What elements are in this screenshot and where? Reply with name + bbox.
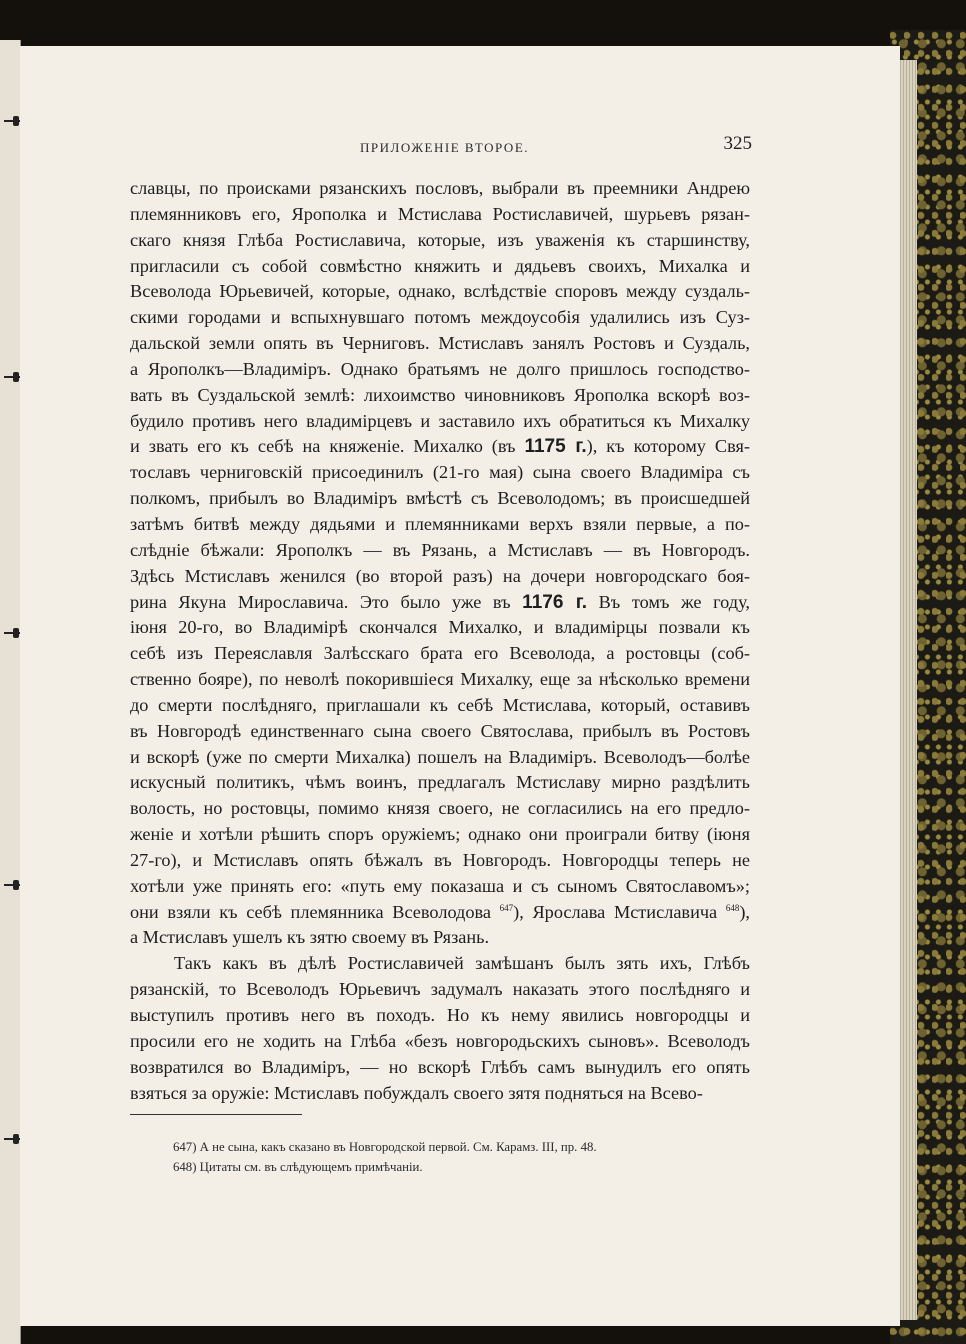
text-line: Такъ какъ въ дѣлѣ Ростиславичей замѣшанъ былъ зять ихъ, Глѣбъ — [174, 953, 750, 974]
left-page-edge — [0, 40, 21, 1344]
text-line: и звать его къ себѣ на княженіе. Михалко (въ 1175 г.), къ которому Свя- — [130, 436, 750, 458]
text-line: въ Новгородѣ единственнаго сына своего Святослава, прибылъ въ Ростовъ — [130, 720, 750, 741]
text-line: а Мстиславъ ушелъ къ зятю своему въ Рязань. — [130, 927, 490, 948]
text-line: рина Якуна Мирославича. Это было уже въ 1176 г. Въ томъ же году, — [130, 591, 750, 613]
text-line: Всеволода Юрьевичей, которые, однако, вслѣдствіе споровъ между суздаль- — [130, 281, 750, 302]
page-number: 325 — [723, 133, 752, 154]
text-line: до смерти послѣдняго, приглашали къ себѣ Мстислава, который, оставивъ — [130, 694, 750, 715]
text-line: дальской земли опять въ Черниговъ. Мстиславъ занялъ Ростовъ и Суздаль, — [130, 333, 750, 354]
text-line: и вскорѣ (уже по смерти Михалка) пошелъ на Владиміръ. Всеволодъ—болѣе — [130, 746, 750, 767]
footnotes — [173, 1137, 733, 1177]
text-line: возвратился во Владиміръ, — но вскорѣ Глѣбъ самъ вынудилъ его опять — [130, 1056, 750, 1077]
text-line: пригласили съ собой совмѣстно княжить и дядьевъ своихъ, Михалка и — [130, 255, 750, 276]
text-line: а Ярополкъ—Владиміръ. Однако братьямъ не долго пришлось господство- — [130, 358, 750, 379]
text-line: полкомъ, прибылъ во Владиміръ вмѣстѣ съ Всеволодомъ; въ происшедшей — [130, 488, 750, 509]
text-line: тославъ черниговскій присоединилъ (21-го мая) сына своего Владиміра съ — [130, 462, 750, 483]
text-line: искусный политикъ, чѣмъ воинъ, предлагалъ Мстиславу мирно раздѣлить — [130, 772, 750, 793]
text-line: скими городами и вспыхнувшаго потомъ междоусобія удалились изъ Суз- — [130, 307, 750, 328]
text-line: хотѣли уже принять его: «путь ему показаша и съ сыномъ Святославомъ»; — [130, 875, 750, 896]
text-line: 27-го), и Мстиславъ опять бѣжалъ въ Новгородъ. Новгородцы теперь не — [130, 849, 750, 870]
body-text — [130, 176, 750, 1106]
running-head: ПРИЛОЖЕНІЕ ВТОРОЕ. — [360, 140, 530, 155]
text-line: вать въ Суздальской землѣ: лихоимство чиновниковъ Ярополка вскорѣ воз- — [130, 384, 750, 405]
footnote-ref[interactable]: 648 — [725, 902, 740, 913]
text-line: рязанскій, то Всеволодъ Юрьевичъ задумалъ наказать этого послѣдняго и — [130, 979, 750, 1000]
text-line: будило противъ него владимірцевъ и заставило ихъ обратиться къ Михалку — [130, 410, 750, 431]
text-line: они взяли къ себѣ племянника Всеволодова $^{647}$), Ярослава Мстиславича $^{648}$), — [130, 901, 750, 922]
text-line: себѣ изъ Переяславля Залѣсскаго брата его Всеволода, а ростовцы (соб- — [130, 643, 750, 664]
text-line: затѣмъ битвѣ между дядьями и племянниками верхъ взяли первые, а по- — [130, 513, 750, 534]
year-highlight: 1176 г. — [522, 591, 587, 613]
text-line: просили его не ходить на Глѣба «безъ новгородьскихъ сыновъ». Всеволодъ — [130, 1030, 750, 1051]
footnote: 648) Цитаты см. въ слѣдующемъ примѣчаніи. — [173, 1160, 423, 1174]
text-line: волость, но ростовцы, помимо князя своего, не согласились на его предло- — [130, 798, 750, 819]
text-line: взяться за оружіе: Мстиславъ побуждалъ своего зятя подняться на Всево- — [130, 1082, 703, 1103]
text-line: Здѣсь Мстиславъ женился (во второй разъ) на дочери новгородскаго боя- — [130, 565, 750, 586]
text-line: выступилъ противъ него въ походъ. Но къ нему явились новгородцы и — [130, 1005, 750, 1025]
text-line: славцы, по происками рязанскихъ пословъ, выбрали въ преемники Андрею — [130, 178, 750, 198]
text-line: іюня 20-го, во Владимірѣ скончался Михалко, и владимірцы позвали къ — [130, 617, 750, 638]
footnote: 647) А не сына, какъ сказано въ Новгородской первой. См. Карамз. III, пр. 48. — [173, 1140, 597, 1154]
text-line: слѣдніе бѣжали: Ярополкъ — въ Рязань, а Мстиславъ — въ Новгородъ. — [130, 539, 750, 560]
text-line: скаго князя Глѣба Ростиславича, которые, изъ уваженія къ старшинству, — [130, 229, 750, 250]
footnote-ref[interactable]: 647 — [499, 902, 514, 913]
text-line: племянниковъ его, Ярополка и Мстислава Ростиславичей, шурьевъ рязан- — [130, 203, 750, 224]
text-line: ственно бояре), по неволѣ покорившіеся Михалку, еще за нѣсколько времени — [130, 669, 750, 690]
year-highlight: 1175 г. — [524, 436, 587, 458]
footnote-rule — [130, 1114, 302, 1115]
text-line: женіе и хотѣли рѣшить споръ оружіемъ; однако они проиграли битву (іюня — [130, 824, 750, 845]
